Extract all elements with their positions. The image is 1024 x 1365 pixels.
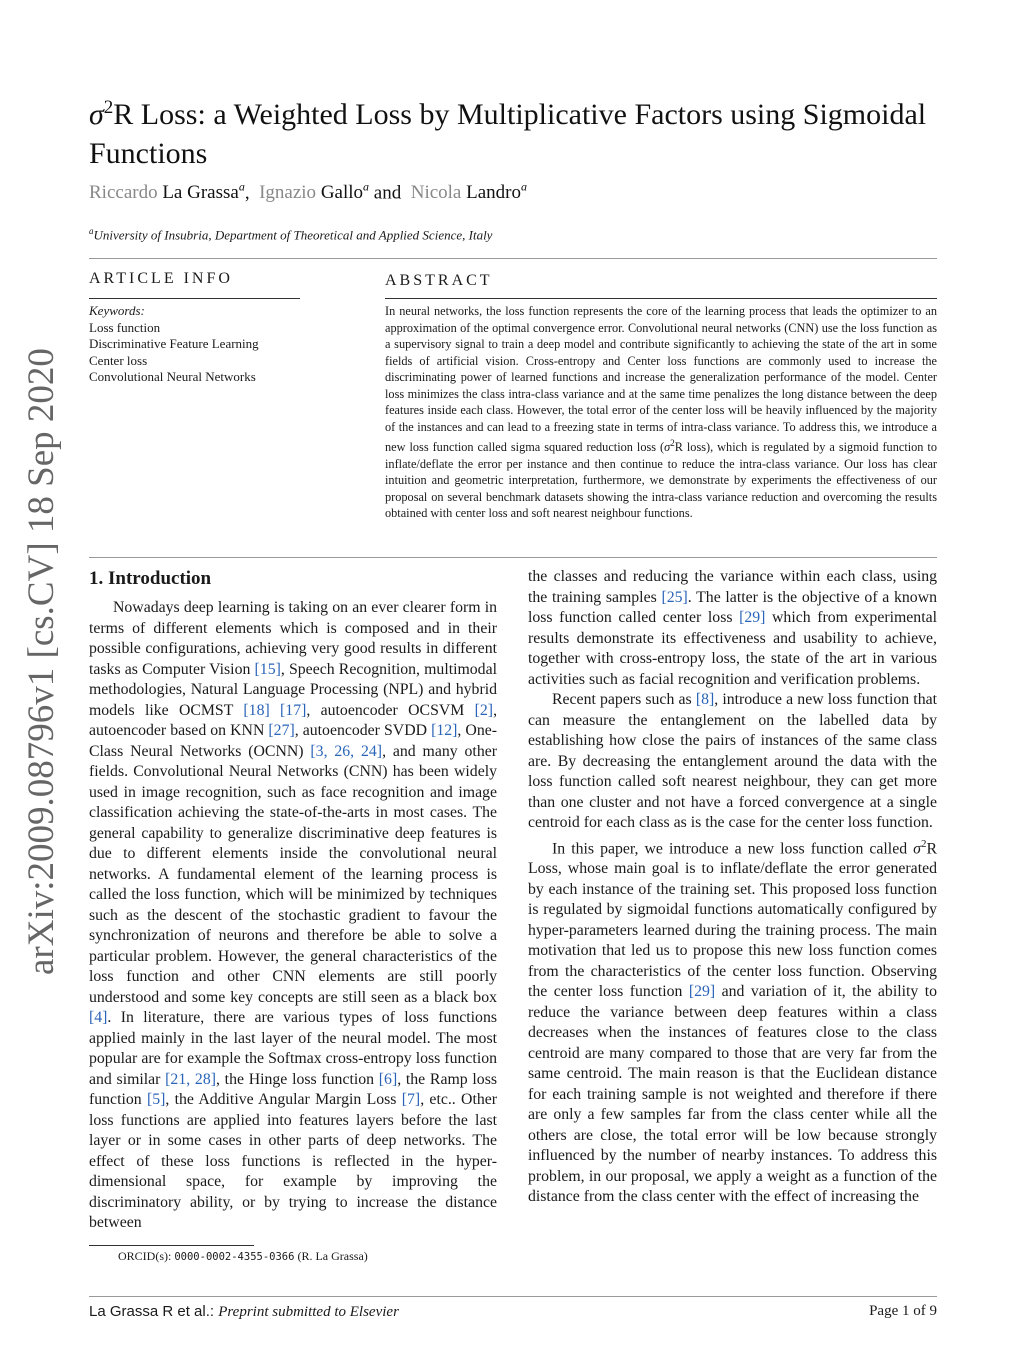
keywords-block	[89, 303, 259, 386]
divider	[89, 298, 300, 299]
citation-link[interactable]: [8]	[695, 691, 715, 708]
citation-link[interactable]: [5]	[146, 1091, 166, 1108]
citation-link[interactable]: [7]	[401, 1091, 421, 1108]
footnote-rule	[89, 1245, 254, 1246]
citation-link[interactable]: [29]	[739, 609, 766, 626]
paper-title: $\sigma^2R$ Loss: a Weighted Loss by Multiplicative Factors using Sigmoidal Functions	[89, 97, 927, 170]
paragraph: the classes and reducing the variance within each class, using the training samples [25]. The latter is the objective of a known loss function called center loss [29] which from experimental results demonstrate its effectiveness and usability to achieve, together with cross-entropy loss, the state of the art in various activities such as facial recognition and verification problems.	[528, 568, 937, 688]
footnote: ORCID(s): 0000-0002-4355-0366 (R. La Grassa)	[118, 1249, 368, 1263]
citation-link[interactable]: [27]	[268, 722, 295, 739]
abstract-text: In neural networks, the loss function represents the core of the learning process that leads the optimizer to an approximation of the optimal convergence error. Convolutional neural networks (CNN) use the loss function as a supervisory signal to train a deep model and contribute significantly to achieving the state of the art in some fields of artificial vision. Cross-entropy and Center loss functions are commonly used to increase the discriminating power of learned functions and increase the generalization performance of the model. Center loss minimizes the class intra-class variance and at the same time penalizes the long distance between the deep features inside each class. However, the total error of the center loss will be heavily influenced by the majority of the instances and can lead to a freezing state in terms of intra-class variance. To address this, we introduce a new loss function called sigma squared reduction loss ($\sigma^2R$ loss), which is regulated by a sigmoid function to inflate/deflate the error per instance and then continue to reduce the intra-class variance. Our loss has clear intuition and geometric interpretation, furthermore, we demonstrate by experiments the effectiveness of our proposal on several benchmark datasets showing the intra-class variance reduction and overcoming the results obtained with center loss and soft nearest neighbour functions.	[385, 304, 937, 521]
citation-link[interactable]: [3, 26, 24]	[310, 742, 383, 760]
author-list: Riccardo La Grassa$^a$, Ignazio Gallo$^a$ and Nicola Landro$^a$	[89, 180, 527, 204]
article-info-heading: ARTICLE INFO	[89, 270, 233, 287]
arxiv-stamp: arXiv:2009.08796v1 [cs.CV] 18 Sep 2020	[21, 348, 62, 975]
page-number: Page 1 of 9	[869, 1303, 937, 1319]
paragraph: Nowadays deep learning is taking on an ever clearer form in terms of different elements which is composed and in their possible configurations, achieving very good results in different tasks as Computer Vision [15], Speech Recognition, multimodal methodologies, Natural Language Processing (NPL) and hybrid models like OCMST [18] [17], autoencoder OCSVM [2], autoencoder based on KNN [27], autoencoder SVDD [12], One-Class Neural Networks (OCNN) [3, 26, 24], and many other fields. Convolutional Neural Networks (CNN) has been widely used in image recognition, such as face recognition and image classification achieving the state-of-the-arts in most cases. The general capability to generalize discriminative deep features is due to different elements inside the convolutional neural networks. A fundamental element of the learning process is called the loss function, which will be minimized by techniques such as the descent of the stochastic gradient to favour the synchronization of neurons and therefore be able to solve a particular problem. However, the general characteristics of the loss function and other CNN elements are still poorly understood and some key concepts are still seen as a black box [4]. In literature, there are various types of loss functions applied mainly in the last layer of the neural model. The most popular are for example the Softmax cross-entropy loss function and similar [21, 28], the Hinge loss function [6], the Ramp loss function [5], the Additive Angular Margin Loss [7], etc.. Other loss functions are applied into features layers before the last layer or in some cases in other parts of deep networks. The effect of these loss functions is reflected in the hyper-dimensional space, for example by improving the discriminatory ability, or by trying to increase the distance between	[89, 599, 498, 1231]
citation-link[interactable]: [2]	[474, 701, 494, 719]
footer-rule	[89, 1296, 937, 1297]
citation-link[interactable]: [21, 28]	[165, 1070, 216, 1088]
keyword: Convolutional Neural Networks	[89, 369, 256, 384]
keyword: Center loss	[89, 352, 148, 368]
divider	[89, 557, 937, 558]
keyword: Discriminative Feature Learning	[89, 336, 259, 351]
paragraph: Recent papers such as [8], introduce a new loss function that can measure the entanglement on the labelled data by establishing how close the pairs of instances of the same class are. By decreasing the entanglement around the data with the loss function called soft nearest neighbour, they can get more than one cluster and not have a forced convergence at a single centroid for each class as is the case for the center loss function.	[528, 691, 937, 831]
citation-link[interactable]: [18]	[243, 701, 270, 719]
affiliation: $^a$University of Insubria, Department of Theoretical and Applied Science, Italy	[89, 226, 493, 243]
citation-link[interactable]: [15]	[254, 660, 281, 678]
citation-link[interactable]: [17]	[280, 701, 307, 719]
citation-link[interactable]: [12]	[431, 722, 458, 739]
author[interactable]: Nicola Landro$^a$	[410, 180, 527, 204]
divider	[385, 298, 937, 299]
citation-link[interactable]: [6]	[378, 1070, 398, 1088]
right-column	[528, 567, 937, 1208]
author[interactable]: Riccardo La Grassa$^a$	[89, 180, 245, 204]
keyword: Loss function	[89, 319, 161, 335]
abstract-heading: ABSTRACT	[385, 272, 493, 289]
footer-left: La Grassa R et al.: Preprint submitted to Elsevier	[89, 1303, 399, 1320]
author[interactable]: Ignazio Gallo$^a$	[259, 180, 370, 204]
keywords-label: Keywords:	[89, 303, 145, 318]
section-heading-introduction: 1. Introduction	[89, 568, 212, 589]
citation-link[interactable]: [25]	[661, 588, 688, 606]
left-column	[89, 598, 497, 1234]
citation-link[interactable]: [4]	[89, 1009, 108, 1026]
paragraph: In this paper, we introduce a new loss function called $\sigma^2R$ Loss, whose main goal is to inflate/deflate the error generated by each instance of the training set. This proposed loss function is regulated by sigmoidal functions automatically configured by hyper-parameters learned during the training process. The main motivation that led us to propose this new loss function comes from the characteristics of the center loss function. Observing the center loss function [29] and variation of it, the ability to reduce the variance between deep features within a class decreases when the instances of features close to the class centroid are many compared to those that are very far from the same centroid. The main reason is that the Euclidean distance for each training sample is not weighted and therefore if there are only a few samples far from the class center while all the others are close, the total error will be low because strongly influenced by the number of nearby instances. To address this problem, in our proposal, we apply a weight as a function of the distance from the class center with the effect of increasing the	[528, 837, 937, 1206]
divider	[89, 258, 937, 259]
orcid-link[interactable]: 0000-0002-4355-0366	[174, 1251, 295, 1263]
citation-link[interactable]: [29]	[688, 983, 716, 1001]
